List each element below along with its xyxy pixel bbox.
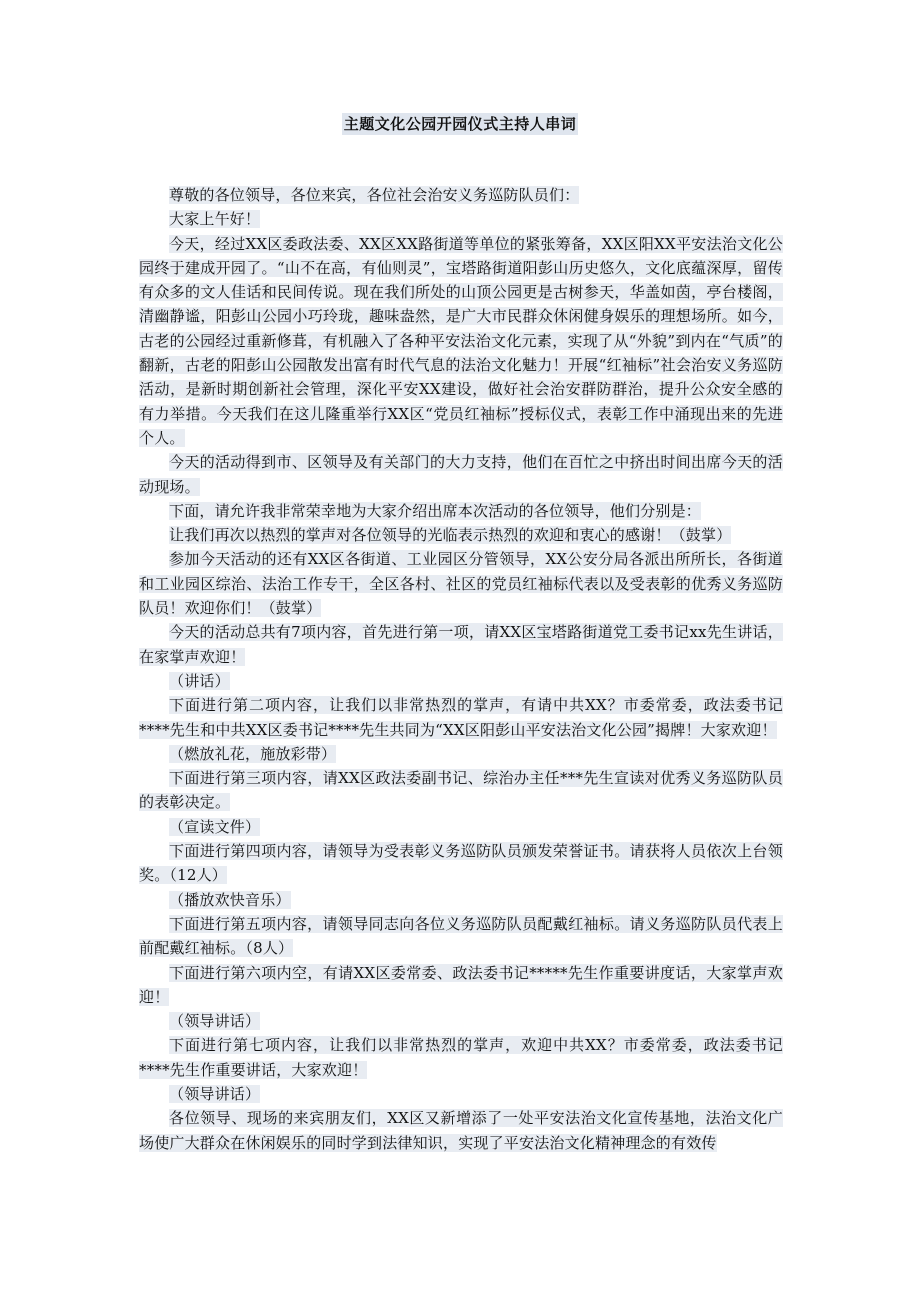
- paragraph: （领导讲话）: [169, 1012, 261, 1031]
- paragraph: 尊敬的各位领导，各位来宾，各位社会治安义务巡防队员们：: [169, 186, 580, 204]
- document-title: 主题文化公园开园仪式主持人串词: [343, 115, 577, 133]
- paragraph: （讲话）: [169, 671, 230, 690]
- paragraph: 下面进行第四项内容，请领导为受表彰义务巡防队员颁发荣誉证书。请获将人员依次上台领奖。（12人）: [139, 842, 783, 885]
- paragraph: 下面进行第六项内空，有请XX区委常委、政法委书记*****先生作重要讲度话，大家掌声欢迎！: [139, 963, 783, 1006]
- paragraph: 下面进行第三项内容，请XX区政法委副书记、综治办主任***先生宣读对优秀义务巡防队员的表彰决定。: [139, 769, 783, 812]
- paragraph: 下面进行第五项内容，请领导同志向各位义务巡防队员配戴红袖标。请义务巡防队员代表上前配戴红袖标。（8人）: [139, 914, 783, 958]
- title-row: [0, 113, 920, 135]
- paragraph: （燃放礼花，施放彩带）: [169, 744, 337, 763]
- paragraph: 下面进行第二项内容，让我们以非常热烈的掌声，有请中共XX？市委常委，政法委书记****先生和中共XX区委书记****先生共同为“XX区阳彭山平安法治文化公园”揭牌！大家欢迎！: [139, 696, 783, 739]
- paragraph: 让我们再次以热烈的掌声对各位领导的光临表示热烈的欢迎和衷心的感谢！（鼓掌）: [169, 526, 732, 545]
- paragraph: 下面，请允许我非常荣幸地为大家介绍出席本次活动的各位领导，他们分别是：: [169, 501, 702, 520]
- paragraph: 大家上午好！: [169, 210, 261, 229]
- paragraph: （宣读文件）: [169, 817, 261, 836]
- paragraph: （领导讲话）: [169, 1084, 261, 1103]
- paragraph: 今天，经过XX区委政法委、XX区XX路街道等单位的紧张筹备，XX区阳XX平安法治文化公园终于建成开园了。“山不在高，有仙则灵”，宝塔路街道阳彭山历史悠久，文化底蕴深厚，留传有众多的文人佳话和民间传说。现在我们所处的山顶公园更是古树参天，华盖如茵，亭台楼阁，清幽静谧，阳彭山公园小巧玲珑，趣味盎然，是广大市民群众休闲健身娱乐的理想场所。如今，古老的公园经过重新修葺，有机融入了各种平安法治文化元素，实现了从“外貌”到内在“气质”的翻新，古老的阳彭山公园散发出富有时代气息的法治文化魅力！开展“红袖标”社会治安义务巡防活动，是新时期创新社会管理，深化平安XX建设，做好社会治安群防群治，提升公众安全感的有力举措。今天我们在这儿隆重举行XX区“党员红袖标”授标仪式，表彰工作中涌现出来的先进个人。: [139, 234, 783, 447]
- paragraph: 今天的活动总共有7项内容，首先进行第一项，请XX区宝塔路街道党工委书记xx先生讲话，在家掌声欢迎！: [139, 623, 783, 666]
- paragraph: 参加今天活动的还有XX区各街道、工业园区分管领导，XX公安分局各派出所所长，各街道和工业园区综治、法治工作专干，全区各村、社区的党员红袖标代表以及受表彰的优秀义务巡防队员！欢迎你们！（鼓掌）: [139, 550, 783, 618]
- paragraph: 今天的活动得到市、区领导及有关部门的大力支持，他们在百忙之中挤出时间出席今天的活动现场。: [139, 453, 783, 496]
- paragraph: （播放欢快音乐）: [169, 890, 291, 909]
- document-body: [139, 183, 783, 1155]
- paragraph: 各位领导、现场的来宾朋友们，XX区又新增添了一处平安法治文化宣传基地，法治文化广场使广大群众在休闲娱乐的同时学到法律知识，实现了平安法治文化精神理念的有效传: [139, 1109, 783, 1152]
- paragraph: 下面进行第七项内容，让我们以非常热烈的掌声，欢迎中共XX？市委常委，政法委书记****先生作重要讲话，大家欢迎！: [139, 1036, 783, 1079]
